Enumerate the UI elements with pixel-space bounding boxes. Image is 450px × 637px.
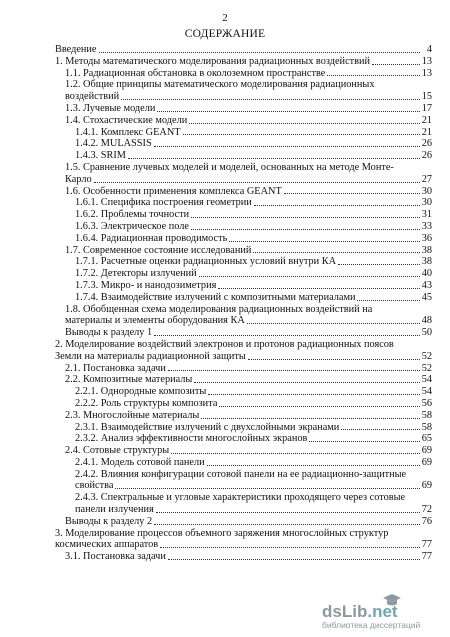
toc-entry-text: 2.4.1. Модель сотовой панели [75,456,205,468]
dot-leader [254,205,420,206]
toc-entry-text: 1.6.4. Радиационная проводимость [75,232,228,244]
toc-entry-text: 3.1. Постановка задачи [65,551,166,563]
toc-entry-text: 1. Методы математического моделирования радиационных воздействий [55,55,371,67]
toc-entry[interactable] [55,56,432,68]
toc-entry-text: 2.2.2. Роль структуры композита [75,397,218,409]
page-number: 2 [222,12,228,24]
dot-leader [372,64,420,65]
toc-entry-page: 48 [421,315,432,327]
dot-leader [160,547,420,548]
toc-entry[interactable] [55,245,432,257]
toc-entry[interactable] [55,363,432,375]
toc-entry-page: 50 [421,327,432,339]
dot-leader [208,394,419,395]
toc-entry-text: 1.1. Радиационная обстановка в околоземном пространстве [65,67,326,79]
toc-entry-page: 26 [421,138,432,150]
toc-entry-page: 17 [421,102,432,114]
toc-entry-page: 56 [421,397,432,409]
dot-leader [154,335,420,336]
dot-leader [128,158,420,159]
dot-leader [327,75,419,76]
toc-entry[interactable] [55,492,432,516]
toc-entry-page: 27 [421,173,432,185]
toc-entry-page: 69 [421,445,432,457]
dot-leader [247,323,420,324]
toc-entry-text: 1.4.2. MULASSIS [75,138,152,150]
toc-entry[interactable] [55,551,432,563]
dot-leader [154,524,420,525]
toc-entry[interactable] [55,422,432,434]
dot-leader [99,52,420,53]
toc-entry-text: 2.1. Постановка задачи [65,362,166,374]
dot-leader [115,488,419,489]
toc-entry-text: 1.3. Лучевые модели [65,102,156,114]
dot-leader [121,99,420,100]
toc-entry-page: 54 [421,386,432,398]
dot-leader [207,465,420,466]
toc-entry[interactable] [55,115,432,127]
dot-leader [248,359,420,360]
toc-entry[interactable] [55,256,432,268]
toc-entry-text: 1.6.1. Специфика построения геометрии [75,197,252,209]
dot-leader [94,182,420,183]
toc-entry[interactable] [55,410,432,422]
toc-entry-text: 2. Моделирование воздействий электронов и протонов радиационных поясов [55,338,394,350]
toc-entry-continuation: материалы и элементы оборудования КА [65,315,245,327]
dot-leader [168,559,420,560]
toc-entry-page: 52 [421,350,432,362]
toc-entry-text: 2.2.1. Однородные композиты [75,386,207,398]
toc-entry-page: 69 [421,480,432,492]
dot-leader [189,123,419,124]
dot-leader [199,276,420,277]
toc-entry[interactable] [55,221,432,233]
watermark-logo: dsLib.net [322,602,398,621]
watermark-subtitle: библиотека диссертаций [322,620,421,630]
toc-entry[interactable] [55,528,432,552]
toc-entry[interactable] [55,374,432,386]
toc-entry-text: Выводы к разделу 1 [65,327,153,339]
dot-leader [154,146,420,147]
toc-title: СОДЕРЖАНИЕ [184,28,266,40]
toc-entry-text: 2.4. Сотовые структуры [65,445,170,457]
toc-entry-page: 65 [421,433,432,445]
toc-entry-text: 1.4. Стохастические модели [65,114,188,126]
dot-leader [284,193,420,194]
dot-leader [191,229,420,230]
toc-entry-page: 33 [421,220,432,232]
toc-entry[interactable] [55,233,432,245]
dot-leader [171,453,420,454]
toc-entry-continuation: Карло [65,173,92,185]
toc-entry-page: 40 [421,268,432,280]
dot-leader [218,288,419,289]
dot-leader [357,300,419,301]
toc-entry-page: 45 [421,291,432,303]
toc-entry-page: 38 [421,244,432,256]
toc-entry-text: 2.4.2. Влияния конфигурации сотовой панели на ее радиационно-защитные [75,468,407,480]
dot-leader [194,382,419,383]
toc-entry-page: 52 [421,362,432,374]
toc-entry-text: Выводы к разделу 2 [65,515,153,527]
toc-entry-continuation: Земли на материалы радиационной защиты [55,350,246,362]
toc-entry-text: 1.7.3. Микро- и нанодозиметрия [75,279,217,291]
dot-leader [183,134,420,135]
toc-entry-page: 72 [421,504,432,516]
toc-entry[interactable] [55,304,432,328]
toc-entry[interactable] [55,386,432,398]
toc-entry[interactable] [55,186,432,198]
toc-entry-page: 58 [421,421,432,433]
watermark [322,601,440,631]
toc-entry-continuation: свойства [75,480,114,492]
dot-leader [157,111,419,112]
toc-entry-text: 1.4.1. Комплекс GEANT [75,126,181,138]
toc-entry-page: 76 [421,515,432,527]
toc-entry[interactable] [55,68,432,80]
dot-leader [309,441,419,442]
toc-entry-page: 77 [421,539,432,551]
toc-entry-page: 77 [421,551,432,563]
toc-entry-text: 2.4.3. Спектральные и угловые характеристики проходящего через сотовые [75,492,406,504]
toc-entry[interactable] [55,398,432,410]
toc-entry[interactable] [55,197,432,209]
toc-entry[interactable] [55,162,432,186]
toc-entry-text: 1.7.4. Взаимодействие излучений с композитными материалами [75,291,356,303]
dot-leader [338,264,420,265]
toc-entry-page: 26 [421,150,432,162]
toc-entry[interactable] [55,127,432,139]
toc-entry-text: 1.8. Обобщенная схема моделирования радиационных воздействий на [65,303,373,315]
dot-leader [168,370,420,371]
toc-entry[interactable] [55,339,432,363]
toc-entry[interactable] [55,516,432,528]
toc-entry[interactable] [55,138,432,150]
toc-entry-page: 4 [426,44,432,55]
toc-entry-page: 69 [421,456,432,468]
toc-entry[interactable] [55,445,432,457]
toc-entry-page: 15 [421,91,432,103]
toc-entry-page: 54 [421,374,432,386]
toc-entry-continuation: воздействий [65,91,120,103]
toc-entry-page: 31 [421,209,432,221]
toc-entry-text: 2.3.2. Анализ эффективности многослойных экранов [75,433,308,445]
toc-entry[interactable] [55,209,432,221]
toc-entry-continuation: панели излучения [75,504,154,516]
table-of-contents [55,44,432,563]
dot-leader [201,418,419,419]
toc-entry[interactable] [55,268,432,280]
dot-leader [191,217,420,218]
toc-entry-text: 1.6.2. Проблемы точности [75,209,190,221]
toc-entry[interactable] [55,433,432,445]
toc-entry-page: 43 [421,279,432,291]
toc-entry[interactable] [55,44,432,56]
dot-leader [341,429,419,430]
toc-entry-text: 1.7. Современное состояние исследований [65,244,252,256]
toc-entry-text: 1.6.3. Электрическое поле [75,220,189,232]
toc-entry[interactable] [55,469,432,493]
toc-entry[interactable] [55,79,432,103]
toc-entry-page: 30 [421,197,432,209]
toc-entry-text: 1.6. Особенности применения комплекса GEANT [65,185,282,197]
toc-entry[interactable] [55,457,432,469]
dot-leader [156,512,420,513]
toc-entry-continuation: космических аппаратов [55,539,159,551]
toc-entry-page: 38 [421,256,432,268]
toc-entry-text: 3. Моделирование процессов объемного заряжения многослойных структур [55,527,389,539]
toc-entry-text: 2.3. Многослойные материалы [65,409,200,421]
toc-entry-text: 2.2. Композитные материалы [65,374,193,386]
toc-entry-text: 1.5. Сравнение лучевых моделей и моделей, основанных на методе Монте- [65,161,394,173]
dot-leader [229,241,419,242]
toc-entry[interactable] [55,150,432,162]
toc-entry-text: 1.4.3. SRIM [75,150,126,162]
toc-entry-page: 21 [421,126,432,138]
dot-leader [219,406,419,407]
toc-entry-text: 1.7.2. Детекторы излучений [75,268,197,280]
toc-entry-page: 13 [421,67,432,79]
dot-leader [253,252,419,253]
toc-entry[interactable] [55,327,432,339]
toc-entry[interactable] [55,280,432,292]
toc-entry-page: 21 [421,114,432,126]
toc-entry-page: 36 [421,232,432,244]
toc-entry-text: 2.3.1. Взаимодействие излучений с двухслойными экранами [75,421,340,433]
toc-entry-page: 30 [421,185,432,197]
toc-entry[interactable] [55,103,432,115]
toc-entry-page: 13 [421,55,432,67]
toc-entry-text: 1.7.1. Расчетные оценки радиационных условий внутри КА [75,256,337,268]
toc-entry-text: Введение [55,44,97,55]
toc-entry[interactable] [55,292,432,304]
toc-entry-page: 58 [421,409,432,421]
toc-entry-text: 1.2. Общие принципы математического моделирования радиационных [65,79,375,91]
